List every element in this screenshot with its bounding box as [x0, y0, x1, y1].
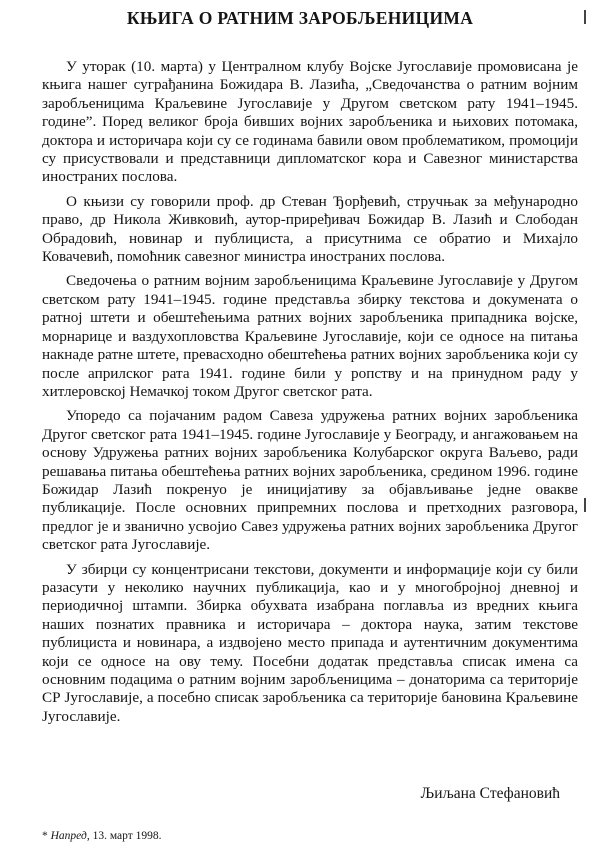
page-edge-mark-middle — [584, 498, 586, 512]
article-title: КЊИГА О РАТНИМ ЗАРОБЉЕНИЦИМА — [126, 8, 474, 28]
paragraph-2: О књизи су говорили проф. др Стеван Ђорђевић, стручњак за међународно право, др Никола Живковић, аутор-приређивач Божидар В. Лазић и Слободан Обрадовић, новинар и публициста, а присутнима се обратио и Михајло Ковачевић, помоћник савезног министра иностраних послова. — [42, 192, 578, 266]
page-edge-mark-top — [584, 10, 586, 24]
author-signature: Љиљана Стефановић — [420, 785, 560, 802]
paragraph-5: У збирци су концентрисани текстови, документи и информације који су били разасути у неколико научних публикација, као и у многобројној дневној и периодичној штампи. Збирка обухвата изабрана поглавља из вредних књига наших познатих правника и историчара – доктора наука, затим текстове публициста и новинара, а издвојено место припада и аутентичним документима који се односе на ову тему. Посебни додатак представља списак имена са основним подацима о ратним војним заробљеницима – донаторима са територије СР Југославије, а посебно списак заробљеника са територије бановина Краљевине Југославије. — [42, 560, 578, 725]
footnote — [42, 830, 162, 842]
footnote-date: , 13. март 1998. — [86, 830, 162, 842]
paragraph-3: Сведочења о ратним војним заробљеницима Краљевине Југославије у Другом светском рату 1941–1945. године представља збирку текстова и докумената о ратној штети и обештећењима ратних војних заробљеника припадника војске, морнарице и ваздухопловства Краљевине Југославије, који се односе на питања накнаде ратне штете, превасходно обештећења ратних војних заробљеника који су после априлског рата 1941. године били у ропству и на принудном раду у хитлеровској Немачкој током Другог светског рата. — [42, 272, 578, 400]
footnote-marker: * — [42, 830, 48, 842]
paragraph-4: Упоредо са појачаним радом Савеза удружења ратних војних заробљеника Другог светског рата 1941–1945. године Југославије у Београду, и ангажовањем на основу Удружења ратних војних заробљеника Колубарског округа Ваљево, ради решавања питања обештећења ратних војних заробљеника, средином 1996. године Божидар Лазић покренуо је иницијативу за објављивање једне овакве публикације. После основних припремних послова и претходних разговора, предлог је и званично усвојио Савез удружења ратних војних заробљеника Другог светског рата Југославије. — [42, 407, 578, 554]
paragraph-1: У уторак (10. марта) у Централном клубу Војске Југославије промовисана је књига нашег суграђанина Божидара В. Лазића, „Сведочанства о ратним војним заробљеницима Краљевине Југославије у Другом светском рату 1941–1945. године”. Поред великог броја бивших војних заробљеника и њихових потомака, доктора и историчара који су се годинама бавили овом проблематиком, промоцији су присуствовали и представници дипломатског кора и Савезног министарства иностраних послова. — [42, 58, 578, 186]
footnote-source: Напред — [50, 830, 87, 842]
article-body — [42, 58, 578, 732]
